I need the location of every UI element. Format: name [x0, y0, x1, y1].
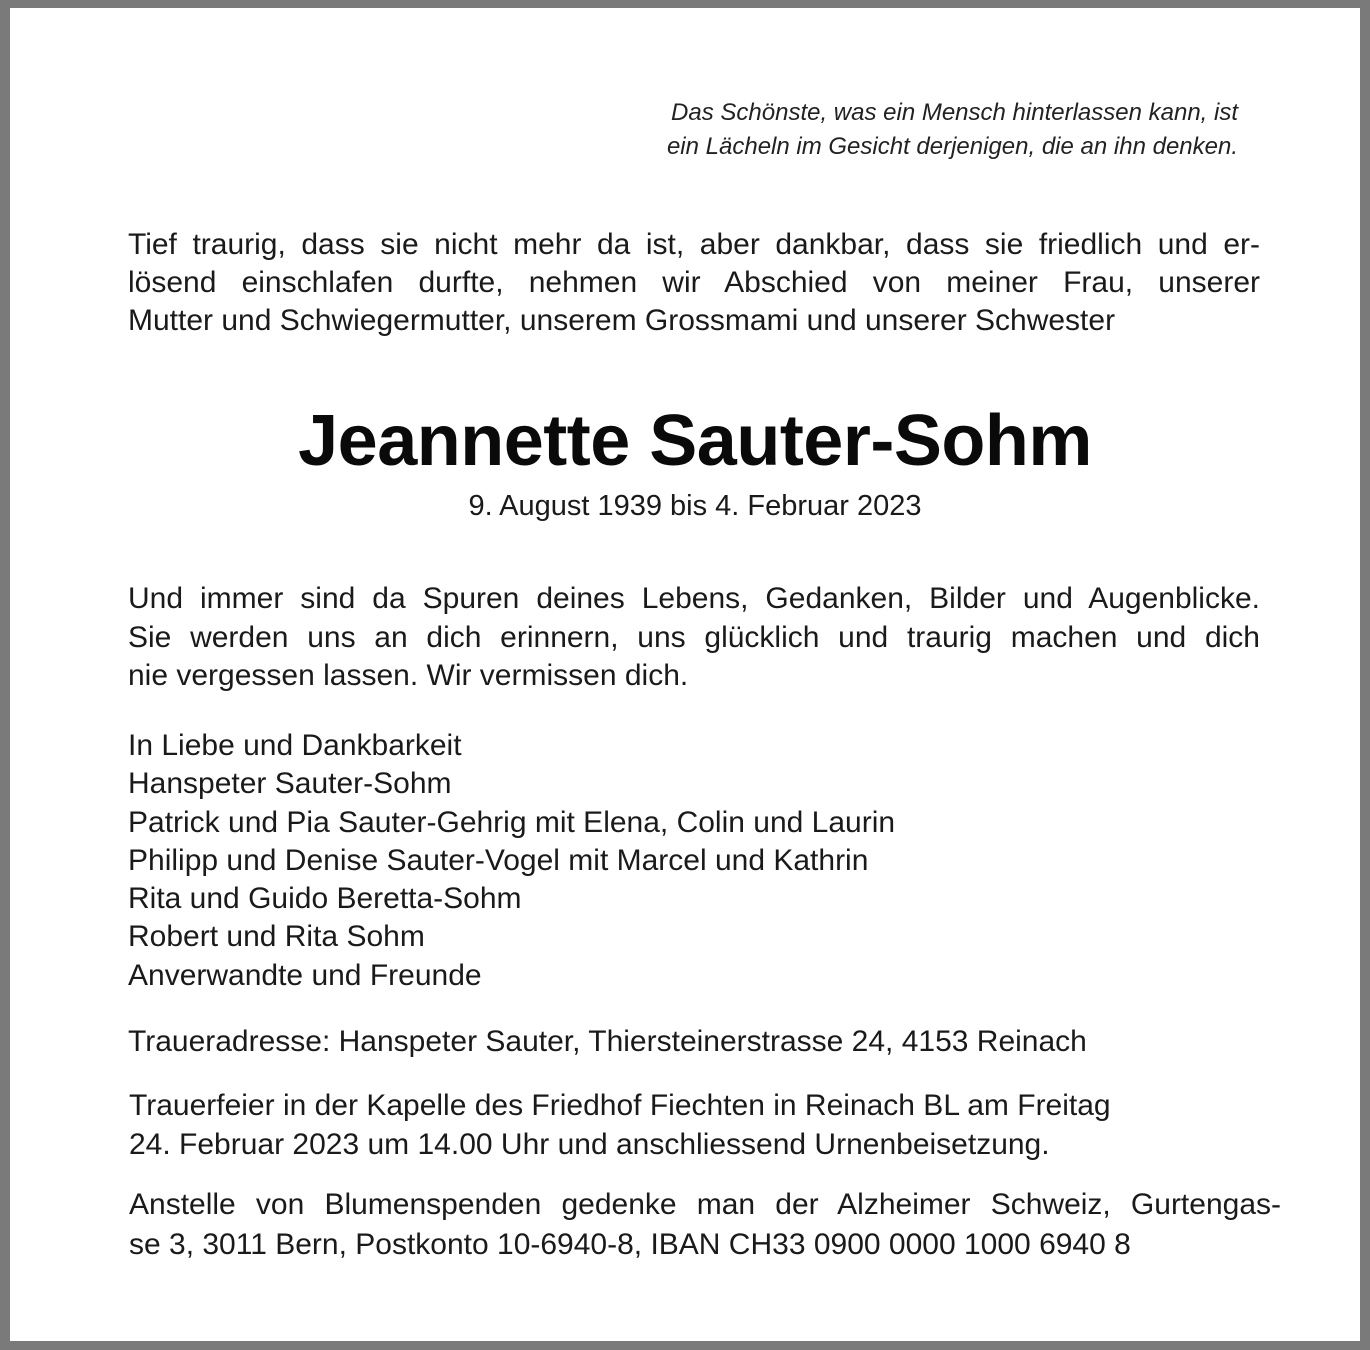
motto-line-1: Das Schönste, was ein Mensch hinterlassen kann, ist [671, 99, 1238, 126]
motto-line-2: ein Lächeln im Gesicht derjenigen, die an ihn denken. [666, 133, 1238, 160]
mourning-address: Traueradresse: Hanspeter Sauter, Thiersteinerstrasse 24, 4153 Reinach [128, 1025, 1087, 1058]
ceremony-line-2: 24. Februar 2023 um 14.00 Uhr und anschliessend Urnenbeisetzung. [129, 1127, 1050, 1161]
poem-line-1: Und immer sind da Spuren deines Lebens, Gedanken, Bilder und Augenblicke. [128, 582, 1260, 615]
poem-line-3: nie vergessen lassen. Wir vermissen dich. [128, 659, 689, 692]
intro-line-3: Mutter und Schwiegermutter, unserem Grossmami und unserer Schwester [128, 304, 1116, 337]
mourner-item: Rita und Guido Beretta-Sohm [128, 882, 522, 916]
donation-line-1: Anstelle von Blumenspenden gedenke man der Alzheimer Schweiz, Gurtengas- [129, 1188, 1281, 1221]
mourners-list [128, 727, 1260, 995]
greeting: In Liebe und Dankbarkeit [128, 729, 462, 762]
motto-quote [538, 96, 1238, 164]
poem-paragraph [128, 580, 1260, 696]
mourner-item: Anverwandte und Freunde [128, 958, 482, 992]
mourner-item: Patrick und Pia Sauter-Gehrig mit Elena, Colin und Laurin [128, 805, 896, 839]
deceased-name: Jeannette Sauter-Sohm [298, 401, 1092, 481]
intro-line-2: lösend einschlafen durfte, nehmen wir Abschied von meiner Frau, unserer [128, 266, 1260, 299]
intro-line-1: Tief traurig, dass sie nicht mehr da ist, aber dankbar, dass sie friedlich und er- [128, 228, 1260, 261]
intro-paragraph [128, 226, 1260, 340]
mourner-item: Hanspeter Sauter-Sohm [128, 767, 452, 801]
ceremony-info [129, 1087, 1111, 1164]
life-dates: 9. August 1939 bis 4. Februar 2023 [468, 490, 922, 522]
mourner-item: Robert und Rita Sohm [128, 920, 425, 954]
donation-line-2: se 3, 3011 Bern, Postkonto 10-6940-8, IBAN CH33 0900 0000 1000 6940 8 [129, 1227, 1131, 1261]
ceremony-line-1: Trauerfeier in der Kapelle des Friedhof Fiechten in Reinach BL am Freitag [129, 1089, 1111, 1122]
mourner-item: Philipp und Denise Sauter-Vogel mit Marcel und Kathrin [128, 843, 869, 877]
donation-info [129, 1185, 1281, 1264]
poem-line-2: Sie werden uns an dich erinnern, uns glücklich und traurig machen und dich [128, 620, 1260, 654]
